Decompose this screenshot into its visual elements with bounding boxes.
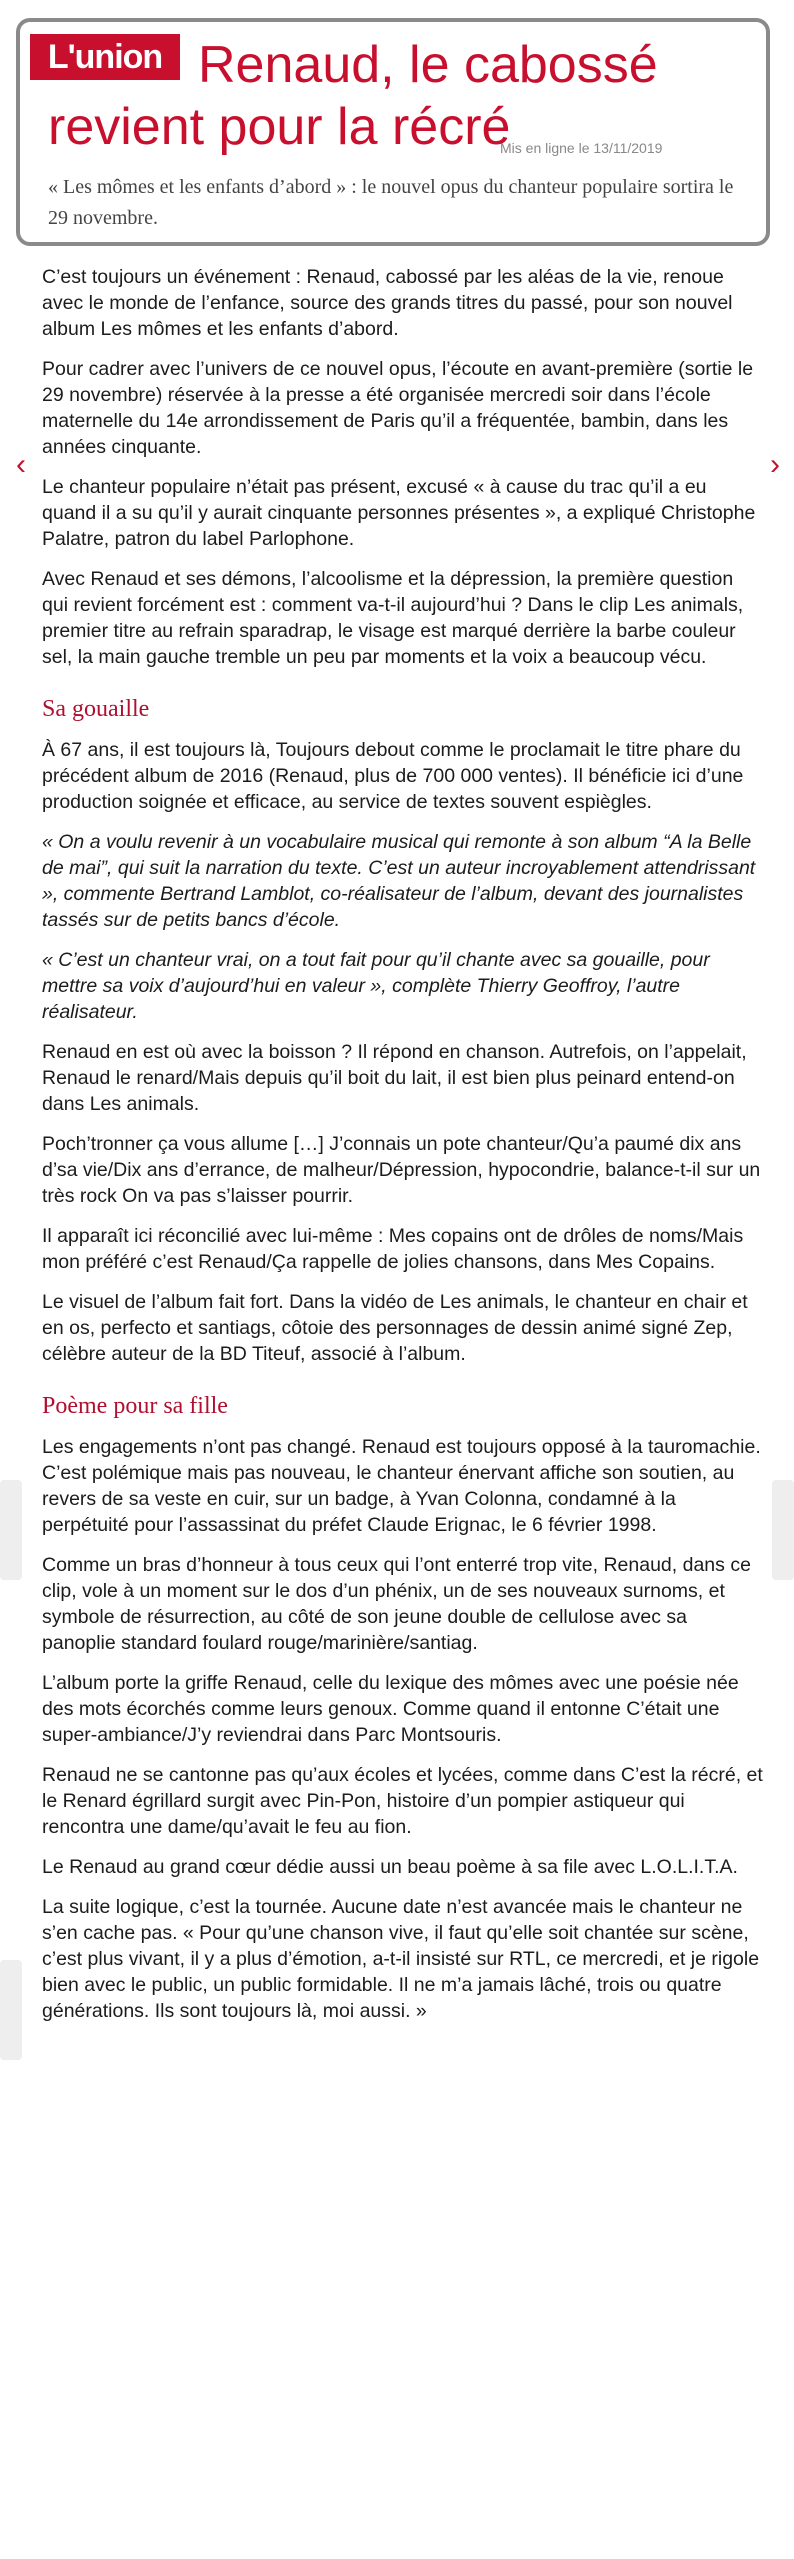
article-title: Renaud, le cabossé revient pour la récré (48, 36, 658, 156)
quote-paragraph: « C’est un chanteur vrai, on a tout fait pour qu’il chante avec sa gouaille, pour mettre sa voix d’aujourd’hui en valeur », complète Thierry Geoffroy, l’autre réalisateur. (42, 949, 710, 1023)
paragraph: Le chanteur populaire n’était pas présent, excusé « à cause du trac qu’il a eu quand il a su qu’il y aurait cinquante personnes présentes », a expliqué Christophe Palatre, patron du label Parlophone. (42, 476, 756, 550)
paragraph: Renaud en est où avec la boisson ? Il répond en chanson. Autrefois, on l’appelait, Renaud le renard/Mais depuis qu’il boit du lait, il est bien plus peinard entend-on dans Les animals. (42, 1041, 747, 1115)
section-heading: Sa gouaille (42, 696, 150, 722)
article-header (16, 18, 770, 246)
previous-arrow-icon[interactable]: ‹ (16, 448, 26, 481)
section-heading: Poème pour sa fille (42, 1393, 228, 1419)
paragraph: Poch’tronner ça vous allume […] J’connais un pote chanteur/Qu’a paumé dix ans d’sa vie/Dix ans d’errance, de malheur/Dépression, hypocondrie, balance-t-il sur un très rock On va pas s’laisser pourrir. (42, 1133, 761, 1207)
paragraph: Le visuel de l’album fait fort. Dans la vidéo de Les animals, le chanteur en chair et en os, perfecto et santiags, côtoie des personnages de dessin animé signé Zep, célèbre auteur de la BD Titeuf, associé à l’album. (42, 1291, 748, 1365)
quote-paragraph: « On a voulu revenir à un vocabulaire musical qui remonte à son album “A la Belle de mai”, qui suit la narration du texte. C’est un auteur incroyablement attendrissant », commente Bertrand Lamblot, co-réalisateur de l’album, devant des journalistes tassés sur de petits bancs d’école. (42, 831, 756, 931)
site-logo[interactable]: L'union (30, 34, 180, 80)
publish-date: Mis en ligne le 13/11/2019 (500, 140, 663, 156)
paragraph: La suite logique, c’est la tournée. Aucune date n’est avancée mais le chanteur ne s’en cache pas. « Pour qu’une chanson vive, il faut qu’elle soit chantée sur scène, c’est plus vivant, il y a plus d’émotion, a-t-il insisté sur RTL, ce mercredi, et je rigole bien avec le public, un public formidable. Il ne m’a jamais lâché, trois ou quatre générations. Ils sont toujours là, moi aussi. » (42, 1896, 760, 2022)
paragraph: Pour cadrer avec l’univers de ce nouvel opus, l’écoute en avant-première (sortie le 29 novembre) réservée à la presse a été organisée mercredi soir dans l’école maternelle du 14e arrondissement de Paris qu’il a fréquentée, bambin, dans les années cinquante. (42, 358, 754, 458)
paragraph: L’album porte la griffe Renaud, celle du lexique des mômes avec une poésie née des mots écorchés comme leurs genoux. Comme quand il entonne C’était une super-ambiance/J’y reviendrai dans Parc Montsouris. (42, 1672, 739, 1746)
right-side-tab[interactable] (772, 1480, 794, 1580)
paragraph: Les engagements n’ont pas changé. Renaud est toujours opposé à la tauromachie. C’est polémique mais pas nouveau, le chanteur énervant affiche son soutien, au revers de sa veste en cuir, sur un badge, à Yvan Colonna, condamné à la perpétuité pour l’assassinat du préfet Claude Erignac, le 6 février 1998. (42, 1436, 761, 1536)
paragraph: Il apparaît ici réconcilié avec lui-même : Mes copains ont de drôles de noms/Mais mon préféré c’est Renaud/Ça rappelle de jolies chansons, dans Mes Copains. (42, 1225, 744, 1273)
paragraph: Avec Renaud et ses démons, l’alcoolisme et la dépression, la première question qui revient forcément est : comment va-t-il aujourd’hui ? Dans le clip Les animals, premier titre au refrain sparadrap, le visage est marqué derrière la barbe couleur sel, la main gauche tremble un peu par moments et la voix a beaucoup vécu. (42, 568, 744, 668)
left-side-tab-2[interactable] (0, 1960, 22, 2060)
next-arrow-icon[interactable]: › (770, 448, 780, 481)
article-lead: « Les mômes et les enfants d’abord » : le nouvel opus du chanteur populaire sortira le 29 novembre. (48, 176, 734, 229)
paragraph: C’est toujours un événement : Renaud, cabossé par les aléas de la vie, renoue avec le monde de l’enfance, source des grands titres du passé, pour son nouvel album Les mômes et les enfants d’abord. (42, 266, 733, 340)
left-side-tab[interactable] (0, 1480, 22, 1580)
paragraph: Comme un bras d’honneur à tous ceux qui l’ont enterré trop vite, Renaud, dans ce clip, vole à un moment sur le dos d’un phénix, un de ses nouveaux surnoms, et symbole de résurrection, au côté de son jeune double de cellulose avec sa panoplie standard foulard rouge/marinière/santiag. (42, 1554, 751, 1654)
paragraph: Le Renaud au grand cœur dédie aussi un beau poème à sa file avec L.O.L.I.T.A. (42, 1856, 738, 1878)
paragraph: Renaud ne se cantonne pas qu’aux écoles et lycées, comme dans C’est la récré, et le Renard égrillard surgit avec Pin-Pon, histoire d’un pompier astiqueur qui rencontra une dame/qu’avait le feu au fion. (42, 1764, 763, 1838)
article-body (42, 264, 764, 2038)
paragraph: À 67 ans, il est toujours là, Toujours debout comme le proclamait le titre phare du précédent album de 2016 (Renaud, plus de 700 000 ventes). Il bénéficie ici d’une production soignée et efficace, au service de textes souvent espiègles. (42, 739, 744, 813)
